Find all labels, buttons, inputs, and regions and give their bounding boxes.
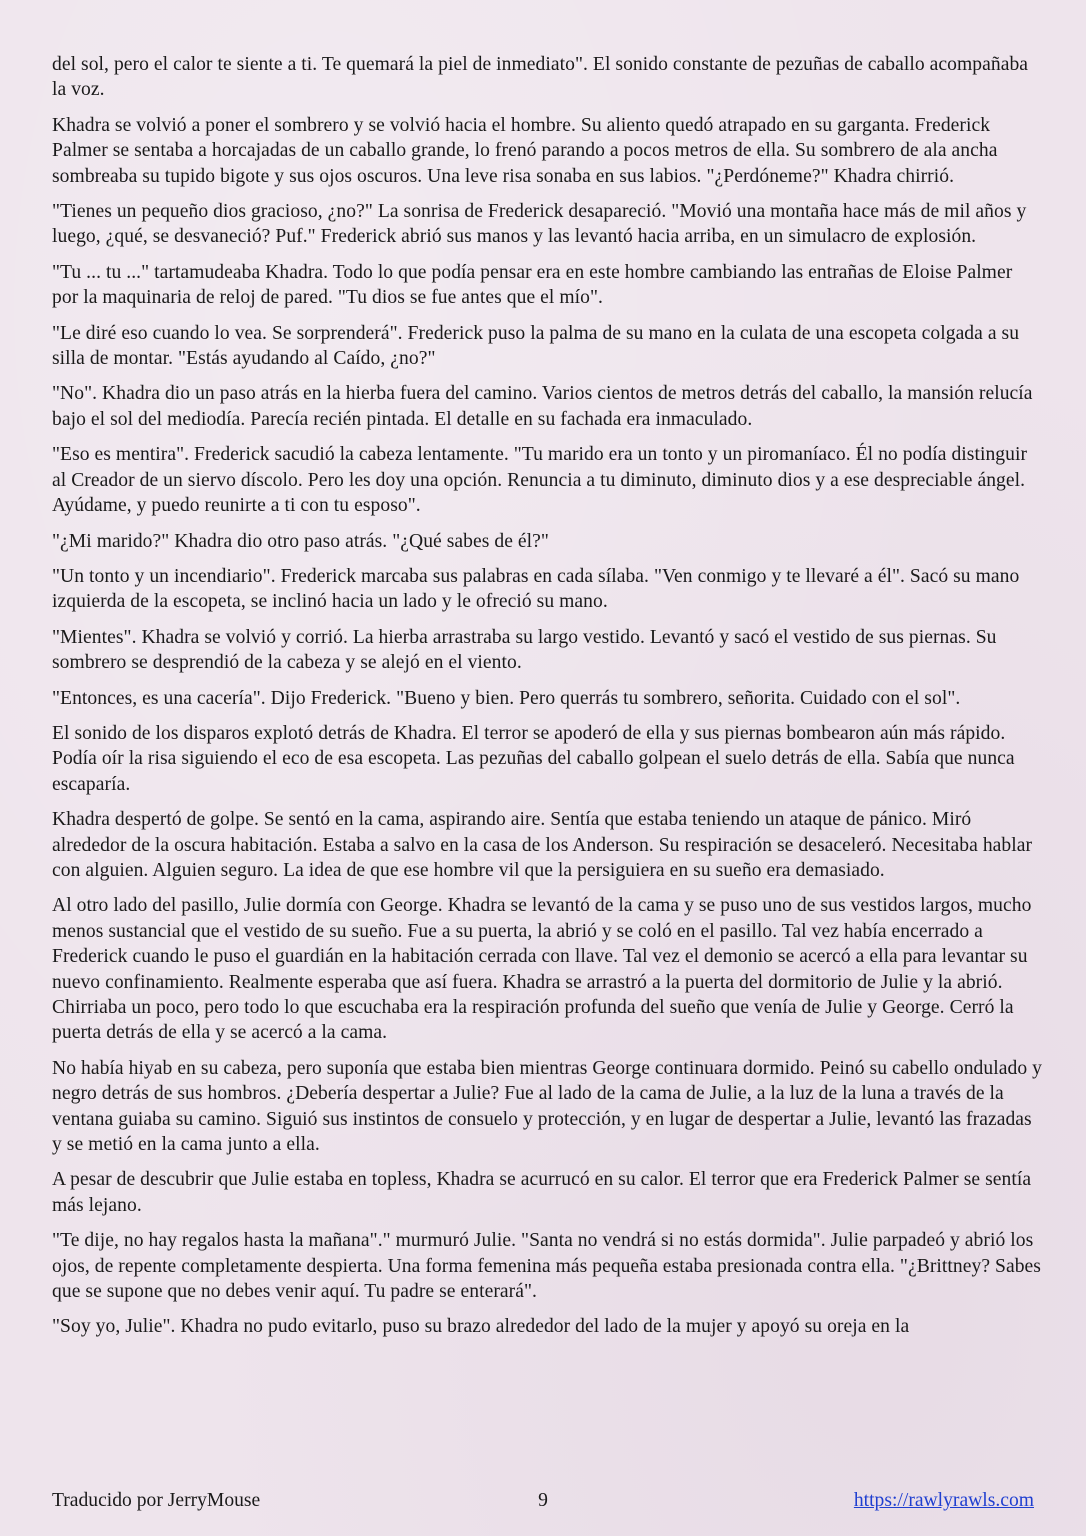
paragraph: "Te dije, no hay regalos hasta la mañana"." murmuró Julie. "Santa no vendrá si no estás dormida". Julie parpadeó y abrió los ojos, de repente completamente despierta. Una forma femenina más pequeña estaba presionada contra ella. "¿Brittney? Sabes que se supone que no debes venir aquí. Tu padre se enterará". — [52, 1230, 1041, 1303]
page-footer — [52, 1488, 1034, 1514]
page-number: 9 — [538, 1490, 548, 1511]
paragraph: "Le diré eso cuando lo vea. Se sorprenderá". Frederick puso la palma de su mano en la culata de una escopeta colgada a su silla de montar. "Estás ayudando al Caído, ¿no?" — [52, 322, 1020, 370]
website-link[interactable]: https://rawlyrawls.com — [853, 1490, 1034, 1511]
paragraph: No había hiyab en su cabeza, pero suponía que estaba bien mientras George continuara dormido. Peinó su cabello ondulado y negro detrás de sus hombros. ¿Debería despertar a Julie? Fue al lado de la cama de Julie, a la luz de la luna a través de la ventana guiaba su camino. Siguió sus instintos de consuelo y protección, y en lugar de despertar a Julie, levantó las frazadas y se metió en la cama junto a ella. — [52, 1057, 1042, 1156]
paragraph: El sonido de los disparos explotó detrás de Khadra. El terror se apoderó de ella y sus piernas bombearon aún más rápido. Podía oír la risa siguiendo el eco de esa escopeta. Las pezuñas del caballo golpean el suelo detrás de ella. Sabía que nunca escaparía. — [52, 722, 1015, 795]
paragraph: "Tu ... tu ..." tartamudeaba Khadra. Todo lo que podía pensar era en este hombre cambiando las entrañas de Eloise Palmer por la maquinaria de reloj de pared. "Tu dios se fue antes que el mío". — [52, 261, 1013, 309]
paragraph: "Mientes". Khadra se volvió y corrió. La hierba arrastraba su largo vestido. Levantó y sacó el vestido de sus piernas. Su sombrero se desprendió de la cabeza y se alejó en el viento. — [52, 626, 997, 674]
paragraph: "Eso es mentira". Frederick sacudió la cabeza lentamente. "Tu marido era un tonto y un piromaníaco. Él no podía distinguir al Creador de un siervo díscolo. Pero les doy una opción. Renuncia a tu diminuto, diminuto dios y a ese despreciable ángel. Ayúdame, y puedo reunirte a ti con tu esposo". — [52, 444, 1028, 517]
paragraph: A pesar de descubrir que Julie estaba en topless, Khadra se acurrucó en su calor. El terror que era Frederick Palmer se sentía más lejano. — [52, 1169, 1032, 1216]
paragraph: del sol, pero el calor te siente a ti. Te quemará la piel de inmediato". El sonido constante de pezuñas de caballo acompañaba la voz. — [52, 54, 1029, 101]
paragraph: "Soy yo, Julie". Khadra no pudo evitarlo, puso su brazo alrededor del lado de la mujer y apoyó su oreja en la — [52, 1316, 910, 1338]
paragraph: "Tienes un pequeño dios gracioso, ¿no?" La sonrisa de Frederick desapareció. "Movió una montaña hace más de mil años y luego, ¿qué, se desvaneció? Puf." Frederick abrió sus manos y las levantó hacia arriba, en un simulacro de explosión. — [52, 201, 1027, 248]
body-text — [52, 52, 1042, 1350]
paragraph: Al otro lado del pasillo, Julie dormía con George. Khadra se levantó de la cama y se puso uno de sus vestidos largos, mucho menos sustancial que el vestido de su sueño. Fue a su puerta, la abrió y se coló en el pasillo. Tal vez había encerrado a Frederick cuando le puso el guardián en la habitación cerrada con llave. Tal vez el demonio se acercó a ella para levantar su nuevo confinamiento. Realmente esperaba que así fuera. Khadra se arrastró a la puerta del dormitorio de Julie y la abrió. Chirriaba un poco, pero todo lo que escuchaba era la respiración profunda del sueño que venía de Julie y George. Cerró la puerta detrás de ella y se acercó a la cama. — [52, 895, 1032, 1044]
paragraph: "Entonces, es una cacería". Dijo Frederick. "Bueno y bien. Pero querrás tu sombrero, señorita. Cuidado con el sol". — [52, 687, 961, 709]
paragraph: "No". Khadra dio un paso atrás en la hierba fuera del camino. Varios cientos de metros detrás del caballo, la mansión relucía bajo el sol del mediodía. Parecía recién pintada. El detalle en su fachada era inmaculado. — [52, 383, 1033, 430]
paragraph: "¿Mi marido?" Khadra dio otro paso atrás. "¿Qué sabes de él?" — [52, 530, 549, 552]
paragraph: Khadra se volvió a poner el sombrero y se volvió hacia el hombre. Su aliento quedó atrapado en su garganta. Frederick Palmer se sentaba a horcajadas de un caballo grande, lo frenó parando a pocos metros de ella. Su sombrero de ala ancha sombreaba su tupido bigote y sus ojos oscuros. Una leve risa sonaba en sus labios. "¿Perdóneme?" Khadra chirrió. — [52, 114, 998, 187]
paragraph: "Un tonto y un incendiario". Frederick marcaba sus palabras en cada sílaba. "Ven conmigo y te llevaré a él". Sacó su mano izquierda de la escopeta, se inclinó hacia un lado y le ofreció su mano. — [52, 565, 1020, 613]
translator-credit: Traducido por JerryMouse — [52, 1490, 261, 1511]
paragraph: Khadra despertó de golpe. Se sentó en la cama, aspirando aire. Sentía que estaba teniendo un ataque de pánico. Miró alrededor de la oscura habitación. Estaba a salvo en la casa de los Anderson. Su respiración se desaceleró. Necesitaba hablar con alguien. Alguien seguro. La idea de que ese hombre vil que la persiguiera en su sueño era demasiado. — [52, 809, 1033, 881]
